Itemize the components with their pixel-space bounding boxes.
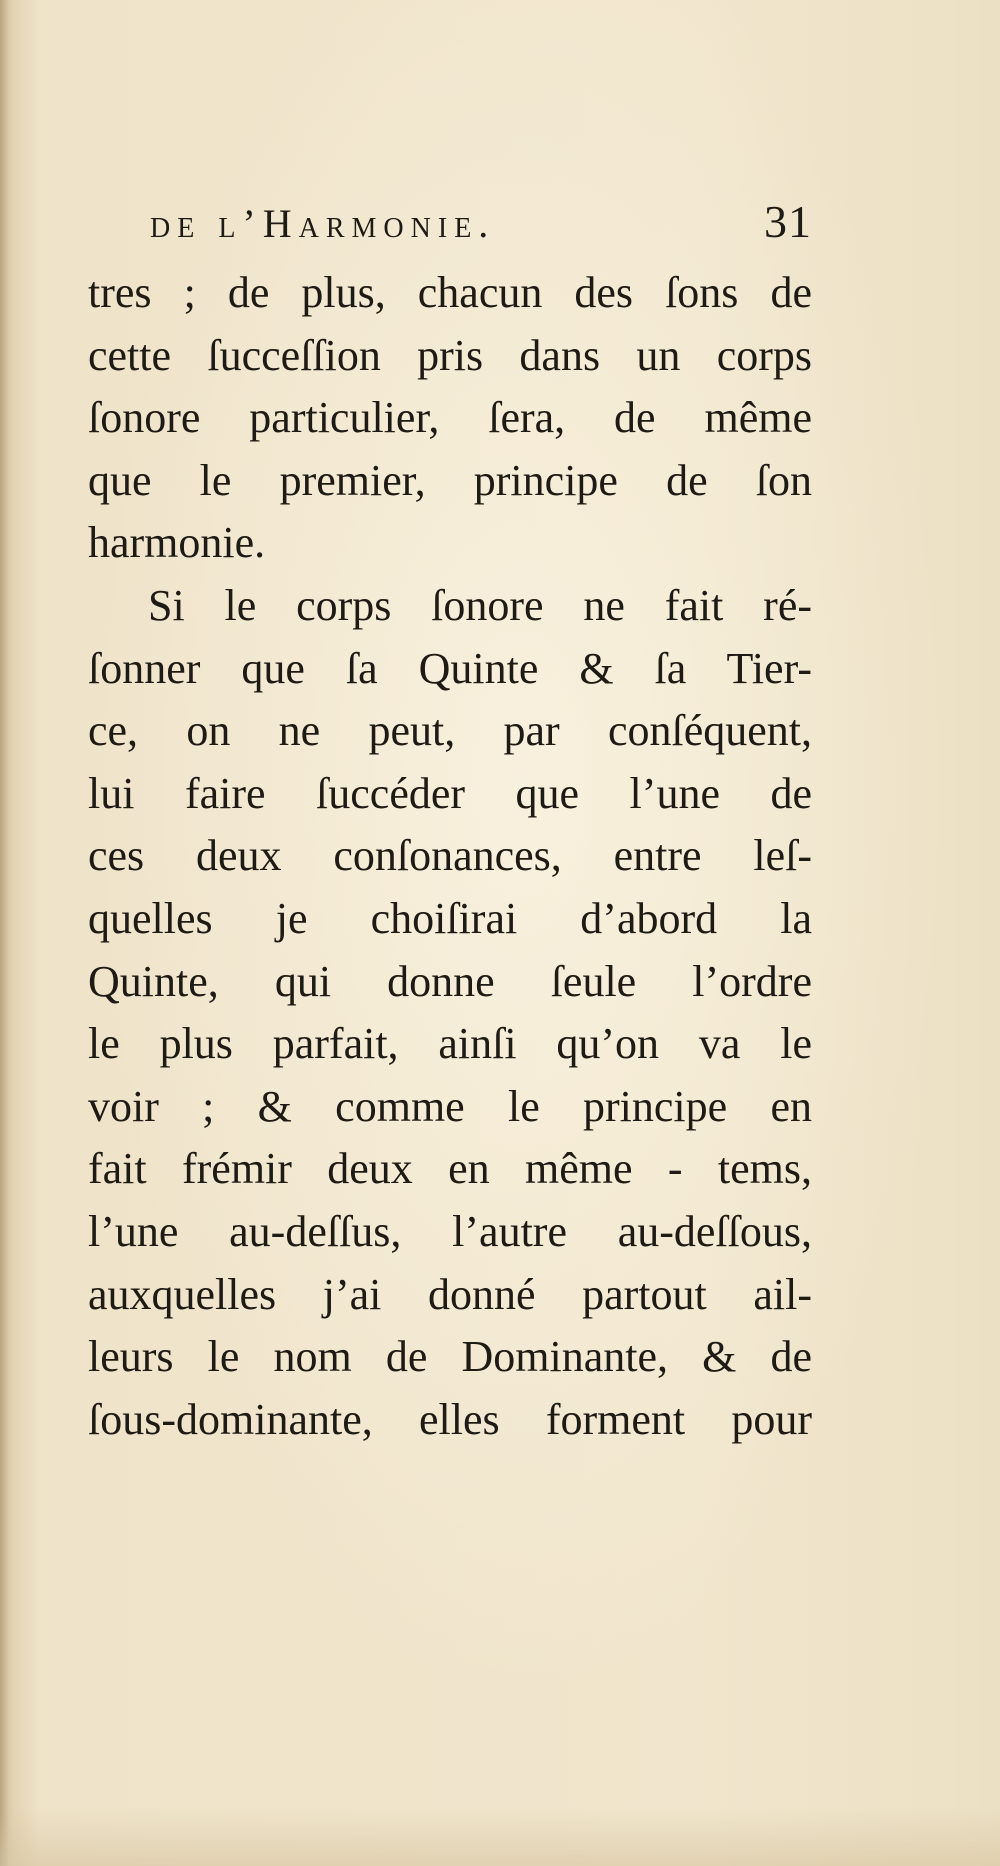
text-line: Quinte, qui donne ſeule l’ordre xyxy=(88,956,812,1006)
text-line: le plus parfait, ainſi qu’on va le xyxy=(88,1019,812,1069)
text-line: ſous-dominante, elles forment pour xyxy=(88,1394,812,1444)
running-title: de l’Harmonie. xyxy=(150,201,496,246)
text-line: cette ſucceſſion pris dans un corps xyxy=(88,330,812,380)
text-line: ce, on ne peut, par conſéquent, xyxy=(88,706,812,756)
text-line: lui faire ſuccéder que l’une de xyxy=(88,768,812,818)
text-line: quelles je choiſirai d’abord la xyxy=(88,893,812,943)
text-line: tres ; de plus, chacun des ſons de xyxy=(88,268,812,317)
text-line: ſonore particulier, ſera, de même xyxy=(88,393,812,443)
binding-edge xyxy=(0,0,8,1866)
page-bottom-shade xyxy=(0,1806,1000,1866)
page-header xyxy=(150,195,812,255)
text-line: auxquelles j’ai donné partout ail- xyxy=(88,1269,812,1319)
text-line: fait frémir deux en même - tems, xyxy=(88,1144,812,1194)
text-line: l’une au-deſſus, l’autre au-deſſous, xyxy=(88,1206,812,1256)
page-number: 31 xyxy=(764,196,812,247)
text-line: voir ; & comme le principe en xyxy=(88,1081,812,1131)
text-line: que le premier, principe de ſon xyxy=(88,455,812,505)
text-line: ces deux conſonances, entre leſ- xyxy=(88,831,812,881)
text-line: ſonner que ſa Quinte & ſa Tier- xyxy=(88,643,812,693)
text-line: leurs le nom de Dominante, & de xyxy=(88,1332,812,1382)
text-body xyxy=(88,262,812,1451)
text-line: harmonie. xyxy=(88,518,266,568)
text-line: Si le corps ſonore ne fait ré- xyxy=(148,580,812,630)
